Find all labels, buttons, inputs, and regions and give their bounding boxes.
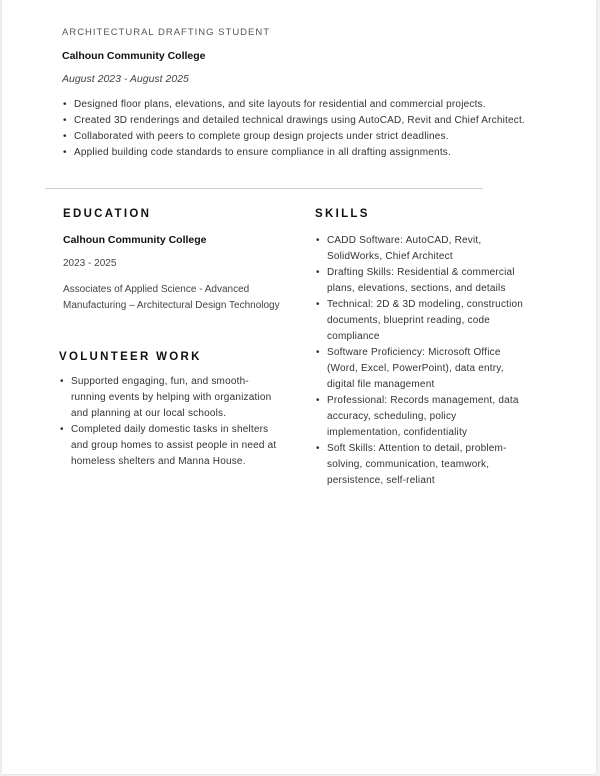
- skills-bullet: • Software Proficiency: Microsoft Office (Word, Excel, PowerPoint), data entry, digital file management: [316, 345, 526, 393]
- skills-bullet: • Professional: Records management, data accuracy, scheduling, policy implementation, confidentiality: [316, 393, 526, 441]
- education-school: Calhoun Community College: [63, 234, 207, 246]
- skills-bullet: • Technical: 2D & 3D modeling, construction documents, blueprint reading, code compliance: [316, 297, 526, 345]
- volunteer-bullet: • Completed daily domestic tasks in shelters and group homes to assist people in need at homeless shelters and Manna House.: [60, 422, 280, 470]
- experience-bullet: • Applied building code standards to ensure compliance in all drafting assignments.: [63, 145, 533, 161]
- skills-heading: SKILLS: [315, 208, 370, 220]
- volunteer-bullet: • Supported engaging, fun, and smooth-running events by helping with organization and planning at our local schools.: [60, 374, 280, 422]
- skills-bullet: • Drafting Skills: Residential & commercial plans, elevations, sections, and details: [316, 265, 526, 297]
- experience-bullet: • Collaborated with peers to complete group design projects under strict deadlines.: [63, 129, 533, 145]
- experience-bullet: • Created 3D renderings and detailed technical drawings using AutoCAD, Revit and Chief Architect.: [63, 113, 533, 129]
- volunteer-heading: VOLUNTEER WORK: [59, 351, 202, 363]
- volunteer-bullet-list: [60, 374, 280, 470]
- experience-bullet: • Designed floor plans, elevations, and site layouts for residential and commercial projects.: [63, 97, 533, 113]
- section-divider: [45, 188, 483, 189]
- resume-page: [2, 0, 596, 774]
- experience-dates: August 2023 - August 2025: [62, 73, 189, 85]
- education-degree: Associates of Applied Science - Advanced Manufacturing – Architectural Design Technology: [63, 284, 280, 311]
- education-dates: 2023 - 2025: [63, 258, 117, 269]
- education-heading: EDUCATION: [63, 208, 152, 220]
- experience-organization: Calhoun Community College: [62, 50, 206, 62]
- experience-bullet-list: [63, 97, 533, 161]
- skills-bullet-list: [316, 233, 526, 489]
- skills-bullet: • Soft Skills: Attention to detail, problem-solving, communication, teamwork, persistence, self-reliant: [316, 441, 526, 489]
- skills-bullet: • CADD Software: AutoCAD, Revit, SolidWorks, Chief Architect: [316, 233, 526, 265]
- experience-job-title: ARCHITECTURAL DRAFTING STUDENT: [62, 27, 271, 38]
